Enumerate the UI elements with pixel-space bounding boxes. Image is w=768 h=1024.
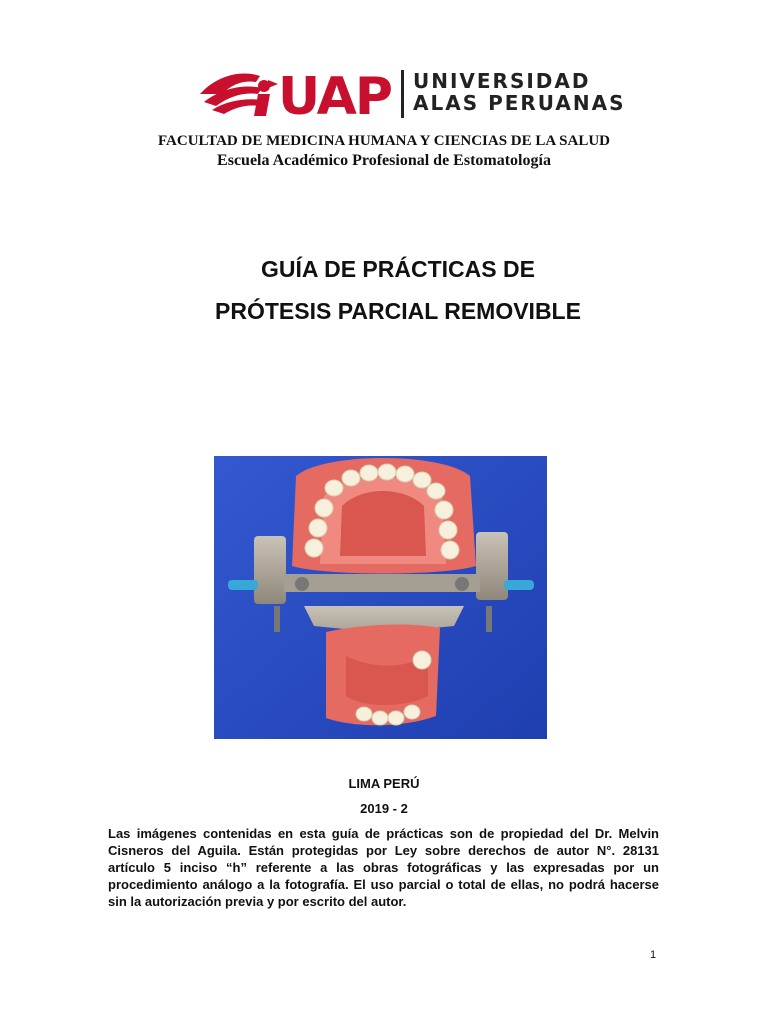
document-title-line-1: GUÍA DE PRÁCTICAS DE xyxy=(261,256,535,282)
document-title-line-2: PRÓTESIS PARCIAL REMOVIBLE xyxy=(215,298,581,324)
faculty-name: FACULTAD DE MEDICINA HUMANA Y CIENCIAS DE LA SALUD xyxy=(158,133,610,149)
logo-line-2: ALAS PERUANAS xyxy=(413,91,626,115)
academic-period: 2019 - 2 xyxy=(360,801,408,816)
logo-line-1: UNIVERSIDAD xyxy=(413,69,591,93)
school-name: Escuela Académico Profesional de Estomatología xyxy=(217,152,551,169)
city: LIMA PERÚ xyxy=(348,776,420,791)
page-number: 1 xyxy=(650,949,657,961)
logo-wordmark xyxy=(413,70,626,114)
eagle-icon xyxy=(200,73,278,116)
dental-models-photo xyxy=(214,456,547,739)
logo-letters: UAP xyxy=(278,67,391,120)
copyright-notice: Las imágenes contenidas en esta guía de prácticas son de propiedad del Dr. Melvin Cisneros del Aguila. Están protegidas por Ley sobre derechos de autor N°. 28131 artículo 5 inciso “h” referente a las obras fotográficas y las expresadas por un procedimiento análogo a la fotografía. El uso parcial o total de ellas, no podrá hacerse sin la autorización previa y por escrito del autor. xyxy=(108,826,659,909)
